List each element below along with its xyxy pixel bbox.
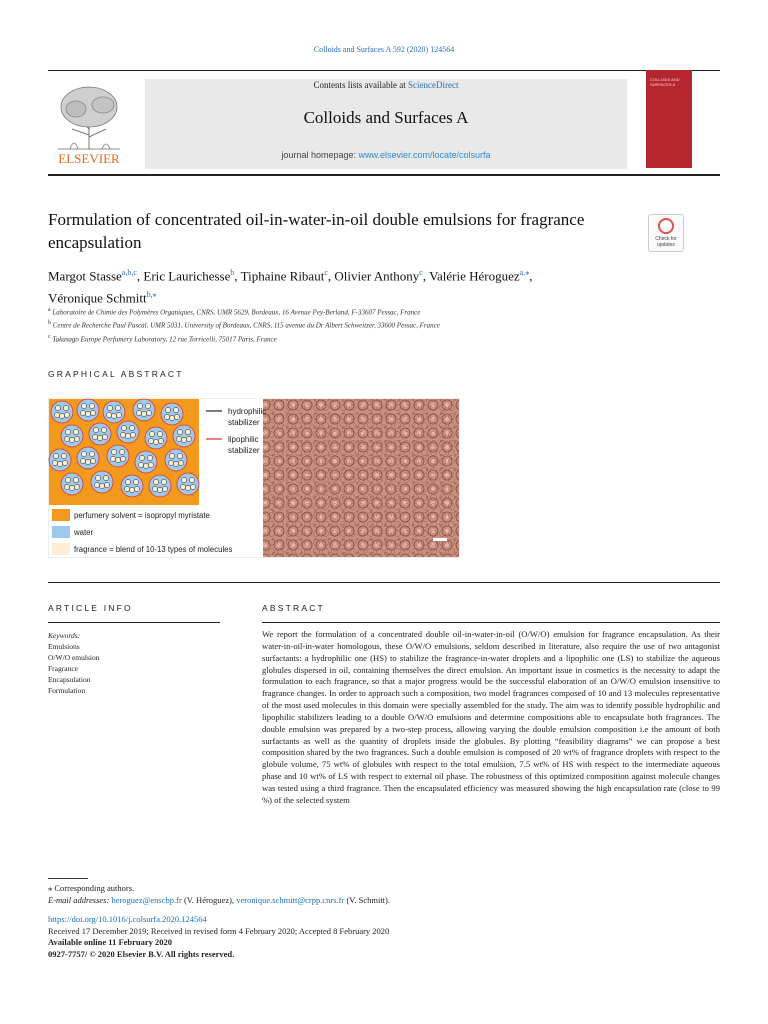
fragrance-droplet: [169, 453, 174, 458]
homepage-link[interactable]: www.elsevier.com/locate/colsurfa: [358, 150, 491, 160]
article-title: Formulation of concentrated oil-in-water-in-oil double emulsions for fragrance encapsulation: [48, 210, 585, 252]
water-globule: [107, 445, 129, 467]
footnote: [48, 882, 720, 906]
fragrance-droplet: [147, 455, 152, 460]
header-bottom-rule: [48, 174, 720, 176]
fragrance-droplet: [64, 436, 69, 441]
fragrance-droplet: [64, 484, 69, 489]
fragrance-droplet: [178, 460, 183, 465]
water-globule: [135, 451, 157, 473]
fragrance-droplet: [164, 414, 169, 419]
water-globule: [133, 399, 155, 421]
fragrance-droplet: [55, 405, 60, 410]
water-globule: [165, 449, 187, 471]
water-globule: [161, 403, 183, 425]
author-name[interactable]: Véronique Schmitt: [48, 290, 147, 306]
fragrance-droplet: [174, 414, 179, 419]
water-globule: [145, 427, 167, 449]
author-name[interactable]: Eric Laurichesse: [143, 268, 231, 284]
fragrance-droplet: [102, 434, 107, 439]
fragrance-droplet: [162, 486, 167, 491]
article-info-heading: ARTICLE INFO: [48, 603, 133, 613]
fragrance-droplet: [186, 436, 191, 441]
keyword-item: Encapsulation: [48, 675, 91, 684]
water-globule: [61, 425, 83, 447]
fragrance-droplet: [73, 477, 78, 482]
received-dates: Received 17 December 2019; Received in revised form 4 February 2020; Accepted 8 February 2020: [48, 925, 390, 936]
water-globule: [173, 425, 195, 447]
fragrance-droplet: [89, 403, 94, 408]
author-affiliation-marker[interactable]: a,⁎: [519, 268, 530, 277]
author-affiliation-marker[interactable]: b,⁎: [146, 290, 157, 300]
fragrance-droplet: [92, 434, 97, 439]
fragrance-droplet: [111, 449, 116, 454]
water-globule: [103, 401, 125, 423]
fragrance-droplet: [129, 425, 134, 430]
fragrance-droplet: [101, 427, 106, 432]
elsevier-tree-icon: [48, 79, 130, 167]
keyword-item: O/W/O emulsion: [48, 653, 100, 662]
fragrance-droplet: [63, 405, 68, 410]
fragrance-droplet: [89, 451, 94, 456]
journal-homepage: [145, 150, 627, 160]
water-globule: [51, 401, 73, 423]
email-label: E-mail addresses:: [48, 895, 112, 905]
author-name[interactable]: Valérie Héroguez: [429, 268, 520, 284]
fragrance-droplet: [173, 407, 178, 412]
footnote-rule: [48, 878, 88, 879]
hydrophilic-legend-label: hydrophilic stabilizer: [228, 407, 267, 427]
fragrance-droplet: [115, 405, 120, 410]
cover-title: COLLOIDS AND SURFACES A: [650, 77, 680, 87]
fragrance-droplet: [104, 482, 109, 487]
solvent-legend-label: perfumery solvent = isopropyl myristate: [74, 511, 210, 520]
fragrance-droplet: [116, 412, 121, 417]
author-affiliation-marker[interactable]: c: [324, 268, 328, 277]
fragrance-droplet: [80, 410, 85, 415]
fragrance-droplet: [125, 479, 130, 484]
fragrance-droplet: [107, 405, 112, 410]
keywords-block: [48, 630, 228, 696]
homepage-prefix: journal homepage:: [281, 150, 359, 160]
email-link[interactable]: veronique.schmitt@crpp.cnrs.fr: [236, 895, 345, 905]
water-globule: [177, 473, 199, 495]
email-addresses: [48, 894, 720, 906]
corresponding-authors-note: ⁎ Corresponding authors.: [48, 883, 135, 893]
fragrance-droplet: [74, 436, 79, 441]
fragrance-droplet: [65, 429, 70, 434]
fragrance-droplet: [168, 460, 173, 465]
fragrance-droplet: [73, 429, 78, 434]
affiliation-item: $^a$ Laboratoire de Chimie des Polymères Organiques, CNRS, UMR 5629, Bordeaux, 16 Avenue Pey-Berland, F-33607 Pessac, France: [48, 307, 421, 317]
fragrance-droplet: [169, 415, 174, 420]
fragrance-droplet: [94, 482, 99, 487]
fragrance-droplet: [81, 451, 86, 456]
fragrance-droplet: [189, 477, 194, 482]
keyword-item: Fragrance: [48, 664, 78, 673]
fragrance-droplet: [54, 412, 59, 417]
fragrance-droplet: [181, 477, 186, 482]
fragrance-droplet: [149, 431, 154, 436]
water-globule: [89, 423, 111, 445]
fragrance-droplet: [121, 425, 126, 430]
fragrance-swatch: [52, 543, 70, 555]
affiliation-item: $^b$ Centre de Recherche Paul Pascal, UMR 5031, University of Bordeaux, CNRS, 115 avenue du Dr Albert Schweitzer, 33600 Pessac, France: [48, 320, 440, 330]
available-online: Available online 11 February 2020: [48, 937, 173, 947]
fragrance-droplet: [69, 485, 74, 490]
graphical-abstract-heading: GRAPHICAL ABSTRACT: [48, 369, 184, 379]
fragrance-droplet: [57, 461, 62, 466]
publication-info: [48, 914, 720, 960]
doi-link[interactable]: https://doi.org/10.1016/j.colsurfa.2020.124564: [48, 914, 207, 924]
graphical-abstract-figure[interactable]: [48, 398, 460, 558]
fragrance-droplet: [181, 437, 186, 442]
fragrance-droplet: [85, 459, 90, 464]
fragrance-droplet: [133, 479, 138, 484]
author-affiliation-marker[interactable]: c: [419, 268, 423, 277]
keywords-label: Keywords:: [48, 631, 81, 640]
fragrance-legend-label: fragrance = blend of 10-13 types of molecules: [74, 545, 233, 554]
fragrance-droplet: [106, 412, 111, 417]
fragrance-droplet: [80, 458, 85, 463]
fragrance-droplet: [153, 439, 158, 444]
fragrance-droplet: [180, 484, 185, 489]
fragrance-droplet: [173, 461, 178, 466]
fragrance-droplet: [111, 413, 116, 418]
fragrance-droplet: [90, 458, 95, 463]
fragrance-droplet: [148, 438, 153, 443]
fragrance-droplet: [129, 487, 134, 492]
fragrance-droplet: [130, 432, 135, 437]
author-list: Margot Stasse$^{a,b,c}$, Eric Laurichesse$^b$, Tiphaine Ribaut$^c$, Olivier Anthony$^c$, Valérie Héroguez$^{a,⁎}$, Véronique Schmitt$^{b,⁎}$: [48, 268, 533, 306]
fragrance-droplet: [137, 403, 142, 408]
header-top-rule: [48, 70, 720, 71]
abstract-text: We report the formulation of a concentrated double oil-in-water-in-oil (O/W/O) emulsion for fragrance encapsulation. As their water-in-oil-in-water homologous, these O/W/O emulsions, seldom described in literature, also require the use of two antagonist surfactants: a hydrophilic one (HS) to stabilize the fragrance-in-water droplets and a lipophilic one (LS) to stabilize the aqueous globules dispersed in oil, containing themselves the direct emulsion. An important issue in cosmetics is the necessity to adapt the formulation to each fragrance, so that a major progress would be the successful elaboration of an O/W/O emulsion insensitive to fragrance changes. In order to approach such a composition, two model fragrances composed of 10 and 13 molecules representative of the most used molecules in this domain were specially assembled for the study. The aim was to identify possible hydrophilic and lipophilic stabilizers leading to a double O/W/O emulsions and determine compositions able to encapsulate both fragrances. The double emulsion was prepared by a two-step process, allowing varying the double emulsion composition i.e the amount of both surfactants as well as the quantity of droplets inside the globules. By plotting “feasibility diagrams” we can propose a best composition shared by the two fragrances. Such a double emulsion is composed of 20 wt% of fragrance droplets with respect to the globule volume, 75 wt% of globules with respect to the total emulsion, 7.5 wt% of HS with respect to the intermediate aqueous phase and 10 wt% of LS with respect to external oil phase. The robustness of this optimized composition against molecule changes was tested using a third fragrance. Then the encapsulated efficiency was measured showing the high encapsulation rate (close to 99 %) of the selected system: [262, 629, 720, 805]
affiliations: [48, 305, 668, 345]
fragrance-droplet: [161, 479, 166, 484]
fragrance-droplet: [95, 475, 100, 480]
fragrance-droplet: [138, 462, 143, 467]
fragrance-droplet: [120, 432, 125, 437]
email-owner: (V. Héroguez),: [181, 895, 237, 905]
fragrance-droplet: [119, 449, 124, 454]
lipophilic-legend-label: lipophilic stabilizer: [228, 435, 260, 455]
fragrance-droplet: [125, 433, 130, 438]
water-globule: [91, 471, 113, 493]
elsevier-logo[interactable]: [48, 79, 130, 167]
keyword-item: Emulsions: [48, 642, 80, 651]
fragrance-droplet: [152, 486, 157, 491]
fragrance-droplet: [52, 460, 57, 465]
fragrance-droplet: [69, 437, 74, 442]
abstract-heading: ABSTRACT: [262, 603, 325, 613]
author-affiliation-marker[interactable]: b: [230, 268, 235, 277]
fragrance-droplet: [97, 435, 102, 440]
fragrance-droplet: [153, 479, 158, 484]
fragrance-droplet: [115, 457, 120, 462]
water-globule: [117, 421, 139, 443]
water-legend-label: water: [74, 528, 94, 537]
fragrance-droplet: [165, 407, 170, 412]
author-affiliation-marker[interactable]: a,b,c: [121, 268, 137, 277]
fragrance-droplet: [148, 462, 153, 467]
fragrance-droplet: [53, 453, 58, 458]
fragrance-droplet: [157, 431, 162, 436]
fragrance-droplet: [62, 460, 67, 465]
water-globule: [61, 473, 83, 495]
fragrance-droplet: [110, 456, 115, 461]
fragrance-droplet: [90, 410, 95, 415]
email-link[interactable]: heroguez@enscbp.fr: [111, 895, 182, 905]
fragrance-droplet: [158, 438, 163, 443]
water-swatch: [52, 526, 70, 538]
elsevier-wordmark: ELSEVIER: [58, 151, 120, 166]
keyword-item: Formulation: [48, 686, 86, 695]
fragrance-droplet: [185, 429, 190, 434]
contents-line: [145, 80, 627, 90]
fragrance-droplet: [157, 487, 162, 492]
fragrance-droplet: [139, 455, 144, 460]
fragrance-droplet: [141, 411, 146, 416]
water-globule: [121, 475, 143, 497]
copyright: 0927-7757/ © 2020 Elsevier B.V. All rights reserved.: [48, 948, 235, 959]
fragrance-droplet: [177, 453, 182, 458]
water-globule: [77, 447, 99, 469]
email-owner: (V. Schmitt).: [344, 895, 390, 905]
fragrance-droplet: [143, 463, 148, 468]
check-updates-icon: [658, 218, 674, 234]
author-name[interactable]: Margot Stasse: [48, 268, 122, 284]
author-name[interactable]: Tiphaine Ribaut: [240, 268, 325, 284]
fragrance-droplet: [145, 403, 150, 408]
fragrance-droplet: [81, 403, 86, 408]
abstract-rule: [262, 622, 720, 623]
fragrance-droplet: [134, 486, 139, 491]
contents-prefix: Contents lists available at: [313, 80, 408, 90]
section-divider: [48, 582, 720, 583]
fragrance-droplet: [185, 485, 190, 490]
fragrance-droplet: [103, 475, 108, 480]
fragrance-droplet: [93, 427, 98, 432]
fragrance-droplet: [74, 484, 79, 489]
fragrance-droplet: [120, 456, 125, 461]
water-globule: [77, 399, 99, 421]
fragrance-droplet: [176, 436, 181, 441]
fragrance-droplet: [59, 413, 64, 418]
fragrance-droplet: [177, 429, 182, 434]
article-info-rule: [48, 622, 220, 623]
fragrance-droplet: [124, 486, 129, 491]
fragrance-droplet: [64, 412, 69, 417]
fragrance-droplet: [146, 410, 151, 415]
affiliation-item: $^c$ Takasago Europe Perfumery Laboratory, 12 rue Torricelli, 75017 Paris, France: [48, 333, 277, 343]
fragrance-droplet: [190, 484, 195, 489]
author-name[interactable]: Olivier Anthony: [334, 268, 420, 284]
check-updates-label: Check for updates: [655, 236, 677, 248]
water-globule: [49, 449, 71, 471]
scale-bar: [433, 538, 447, 541]
check-for-updates-button[interactable]: [648, 214, 684, 252]
fragrance-droplet: [85, 411, 90, 416]
fragrance-droplet: [136, 410, 141, 415]
running-header[interactable]: Colloids and Surfaces A 592 (2020) 124564: [313, 45, 455, 54]
journal-name: Colloids and Surfaces A: [303, 108, 469, 127]
sciencedirect-link[interactable]: ScienceDirect: [408, 80, 459, 90]
fragrance-droplet: [61, 453, 66, 458]
fragrance-droplet: [99, 483, 104, 488]
fragrance-droplet: [65, 477, 70, 482]
water-globule: [149, 475, 171, 497]
journal-cover-image[interactable]: [646, 70, 692, 168]
solvent-swatch: [52, 509, 70, 521]
